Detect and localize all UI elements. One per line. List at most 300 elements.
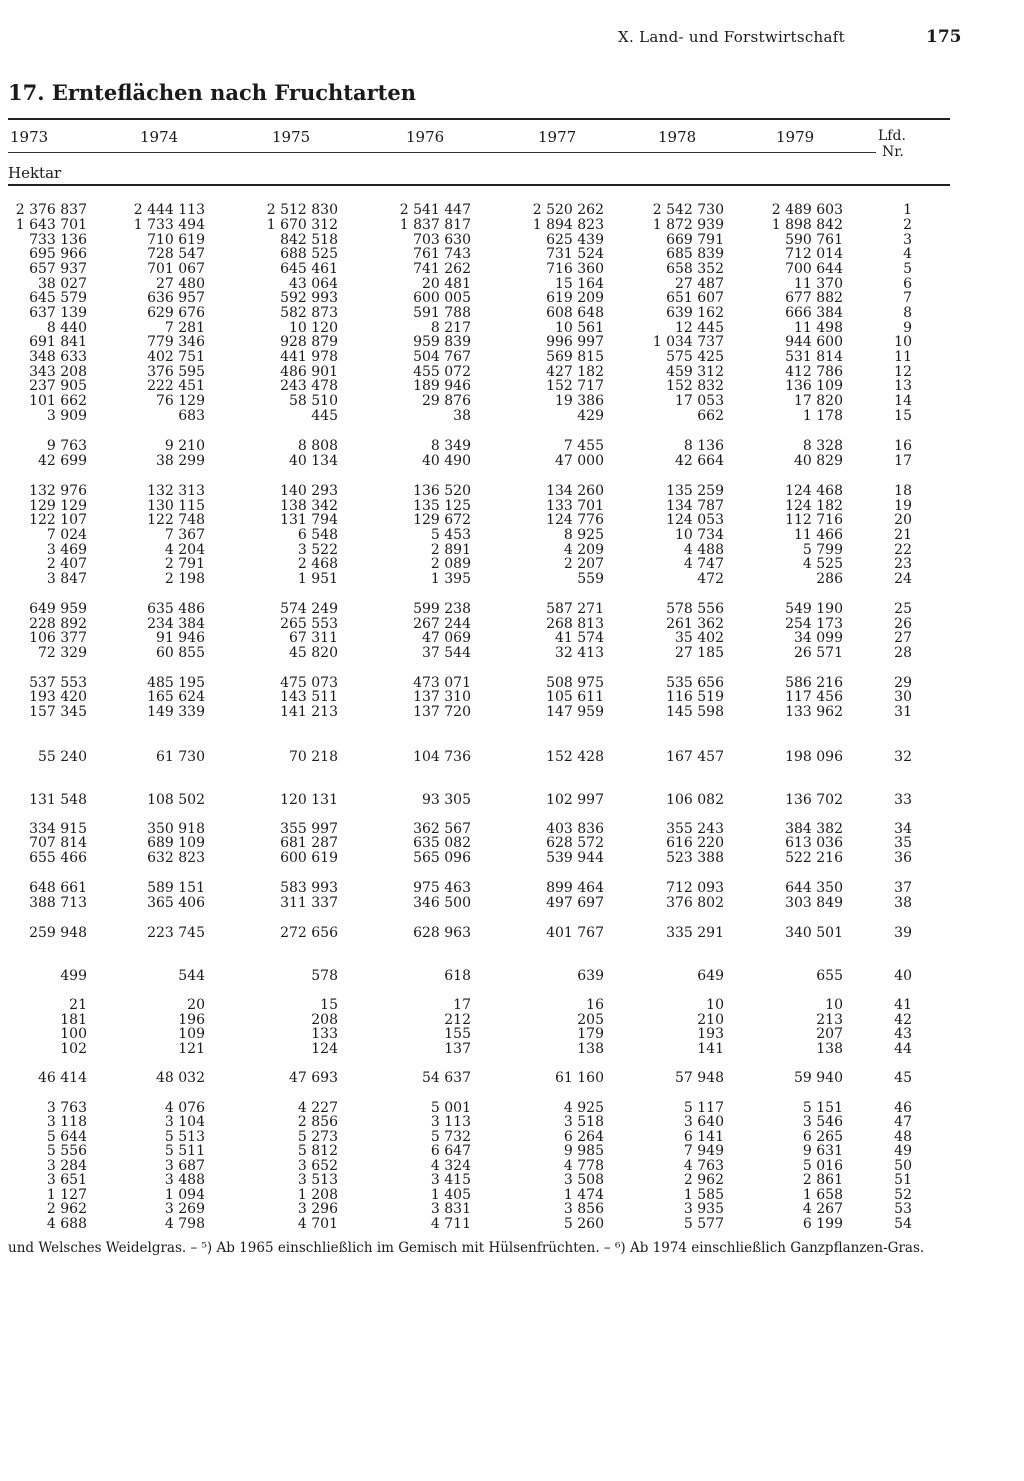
- table-cell: 105 611: [546, 689, 604, 705]
- table-cell: 133: [311, 1026, 338, 1042]
- table-cell: 132 313: [147, 483, 205, 499]
- table-cell: 761 743: [413, 246, 471, 262]
- year-header-1974: 1974: [140, 128, 179, 146]
- table-cell: 2 541 447: [399, 202, 471, 218]
- table-cell: 43 064: [289, 276, 338, 292]
- table-cell: 586 216: [785, 675, 843, 691]
- row-number: 42: [894, 1012, 912, 1028]
- table-cell: 2 791: [164, 556, 205, 572]
- table-cell: 731 524: [546, 246, 604, 262]
- table-cell: 101 662: [29, 393, 87, 409]
- table-cell: 3 935: [683, 1201, 724, 1217]
- table-cell: 649 959: [29, 601, 87, 617]
- table-cell: 303 849: [785, 895, 843, 911]
- table-cell: 41 574: [555, 630, 604, 646]
- table-cell: 17: [453, 997, 471, 1013]
- table-cell: 1 178: [802, 408, 843, 424]
- table-cell: 569 815: [546, 349, 604, 365]
- table-cell: 535 656: [666, 675, 724, 691]
- table-cell: 2 198: [164, 571, 205, 587]
- table-cell: 137 720: [413, 704, 471, 720]
- table-cell: 254 173: [785, 616, 843, 632]
- row-number: 24: [894, 571, 912, 587]
- table-cell: 712 093: [666, 880, 724, 896]
- table-cell: 3 546: [802, 1114, 843, 1130]
- table-cell: 7 455: [563, 438, 604, 454]
- table-cell: 108 502: [147, 792, 205, 808]
- table-cell: 8 440: [46, 320, 87, 336]
- table-cell: 10 734: [675, 527, 724, 543]
- table-cell: 683: [178, 408, 205, 424]
- table-cell: 8 925: [563, 527, 604, 543]
- lfd-label: Lfd.: [878, 128, 906, 144]
- table-cell: 4 925: [563, 1100, 604, 1116]
- table-cell: 355 997: [280, 821, 338, 837]
- table-cell: 208: [311, 1012, 338, 1028]
- year-header-1978: 1978: [658, 128, 697, 146]
- table-cell: 3 488: [164, 1172, 205, 1188]
- table-cell: 691 841: [29, 334, 87, 350]
- table-cell: 1 094: [164, 1187, 205, 1203]
- table-cell: 475 073: [280, 675, 338, 691]
- table-cell: 616 220: [666, 835, 724, 851]
- table-cell: 340 501: [785, 925, 843, 941]
- table-cell: 335 291: [666, 925, 724, 941]
- table-cell: 124 053: [666, 512, 724, 528]
- table-cell: 537 553: [29, 675, 87, 691]
- table-cell: 497 697: [546, 895, 604, 911]
- table-cell: 9 985: [563, 1143, 604, 1159]
- table-cell: 9 631: [802, 1143, 843, 1159]
- table-cell: 5 799: [802, 542, 843, 558]
- table-cell: 27 185: [675, 645, 724, 661]
- table-cell: 8 328: [802, 438, 843, 454]
- table-cell: 7 281: [164, 320, 205, 336]
- table-cell: 3 118: [46, 1114, 87, 1130]
- row-number: 47: [894, 1114, 912, 1130]
- table-cell: 779 346: [147, 334, 205, 350]
- table-cell: 1 643 701: [15, 217, 87, 233]
- table-cell: 155: [444, 1026, 471, 1042]
- table-cell: 134 260: [546, 483, 604, 499]
- table-cell: 1 872 939: [652, 217, 724, 233]
- table-cell: 152 428: [546, 749, 604, 765]
- table-cell: 3 687: [164, 1158, 205, 1174]
- row-number: 8: [903, 305, 912, 321]
- table-cell: 6 141: [683, 1129, 724, 1145]
- table-cell: 5 513: [164, 1129, 205, 1145]
- table-cell: 628 572: [546, 835, 604, 851]
- table-cell: 669 791: [666, 232, 724, 248]
- table-cell: 644 350: [785, 880, 843, 896]
- table-cell: 131 794: [280, 512, 338, 528]
- table-cell: 508 975: [546, 675, 604, 691]
- table-cell: 12 445: [675, 320, 724, 336]
- table-cell: 649: [697, 968, 724, 984]
- table-cell: 412 786: [785, 364, 843, 380]
- table-cell: 376 595: [147, 364, 205, 380]
- table-cell: 138 342: [280, 498, 338, 514]
- table-cell: 472: [697, 571, 724, 587]
- table-cell: 1 395: [430, 571, 471, 587]
- table-cell: 7 367: [164, 527, 205, 543]
- table-cell: 213: [816, 1012, 843, 1028]
- table-cell: 587 271: [546, 601, 604, 617]
- table-cell: 54 637: [422, 1070, 471, 1086]
- table-cell: 485 195: [147, 675, 205, 691]
- table-cell: 133 701: [546, 498, 604, 514]
- table-cell: 455 072: [413, 364, 471, 380]
- table-cell: 1 658: [802, 1187, 843, 1203]
- table-cell: 504 767: [413, 349, 471, 365]
- table-cell: 523 388: [666, 850, 724, 866]
- table-cell: 124 182: [785, 498, 843, 514]
- table-cell: 19 386: [555, 393, 604, 409]
- row-number: 54: [894, 1216, 912, 1232]
- table-cell: 6 265: [802, 1129, 843, 1145]
- table-cell: 136 702: [785, 792, 843, 808]
- table-cell: 157 345: [29, 704, 87, 720]
- table-cell: 1 951: [297, 571, 338, 587]
- table-cell: 268 813: [546, 616, 604, 632]
- row-number: 40: [894, 968, 912, 984]
- row-number: 46: [894, 1100, 912, 1116]
- table-cell: 618: [444, 968, 471, 984]
- table-cell: 212: [444, 1012, 471, 1028]
- table-cell: 112 716: [785, 512, 843, 528]
- table-cell: 4 204: [164, 542, 205, 558]
- table-cell: 243 478: [280, 378, 338, 394]
- table-cell: 4 701: [297, 1216, 338, 1232]
- table-cell: 707 814: [29, 835, 87, 851]
- table-cell: 8 136: [683, 438, 724, 454]
- row-number: 43: [894, 1026, 912, 1042]
- table-cell: 635 486: [147, 601, 205, 617]
- table-cell: 3 522: [297, 542, 338, 558]
- nr-label: Nr.: [882, 144, 904, 160]
- table-cell: 655: [816, 968, 843, 984]
- table-cell: 145 598: [666, 704, 724, 720]
- table-cell: 2 089: [430, 556, 471, 572]
- table-cell: 124 776: [546, 512, 604, 528]
- row-number: 19: [894, 498, 912, 514]
- table-cell: 138: [816, 1041, 843, 1057]
- row-number: 9: [903, 320, 912, 336]
- row-number: 1: [903, 202, 912, 218]
- table-cell: 122 748: [147, 512, 205, 528]
- table-cell: 1 898 842: [771, 217, 843, 233]
- table-cell: 11 498: [794, 320, 843, 336]
- table-cell: 4 688: [46, 1216, 87, 1232]
- table-cell: 10 561: [555, 320, 604, 336]
- table-cell: 222 451: [147, 378, 205, 394]
- table-cell: 259 948: [29, 925, 87, 941]
- table-cell: 388 713: [29, 895, 87, 911]
- table-cell: 975 463: [413, 880, 471, 896]
- table-cell: 223 745: [147, 925, 205, 941]
- table-cell: 55 240: [38, 749, 87, 765]
- table-cell: 17 053: [675, 393, 724, 409]
- table-cell: 131 548: [29, 792, 87, 808]
- table-cell: 427 182: [546, 364, 604, 380]
- table-cell: 120 131: [280, 792, 338, 808]
- table-cell: 11 466: [794, 527, 843, 543]
- table-cell: 143 511: [280, 689, 338, 705]
- table-cell: 70 218: [289, 749, 338, 765]
- table-cell: 666 384: [785, 305, 843, 321]
- row-number: 52: [894, 1187, 912, 1203]
- table-cell: 193 420: [29, 689, 87, 705]
- table-cell: 122 107: [29, 512, 87, 528]
- table-cell: 384 382: [785, 821, 843, 837]
- table-cell: 3 831: [430, 1201, 471, 1217]
- row-number: 20: [894, 512, 912, 528]
- table-cell: 350 918: [147, 821, 205, 837]
- table-cell: 445: [311, 408, 338, 424]
- table-cell: 130 115: [147, 498, 205, 514]
- table-cell: 152 717: [546, 378, 604, 394]
- table-cell: 3 469: [46, 542, 87, 558]
- year-header-1975: 1975: [272, 128, 311, 146]
- unit-label: Hektar: [8, 164, 62, 182]
- row-number: 28: [894, 645, 912, 661]
- table-cell: 648 661: [29, 880, 87, 896]
- table-cell: 46 414: [38, 1070, 87, 1086]
- table-cell: 2 962: [46, 1201, 87, 1217]
- row-number: 29: [894, 675, 912, 691]
- table-cell: 4 798: [164, 1216, 205, 1232]
- table-cell: 589 151: [147, 880, 205, 896]
- table-cell: 473 071: [413, 675, 471, 691]
- table-cell: 20 481: [422, 276, 471, 292]
- table-cell: 237 905: [29, 378, 87, 394]
- table-cell: 565 096: [413, 850, 471, 866]
- table-cell: 137: [444, 1041, 471, 1057]
- rule-top: [8, 118, 950, 120]
- table-cell: 210: [697, 1012, 724, 1028]
- table-cell: 4 227: [297, 1100, 338, 1116]
- table-cell: 348 633: [29, 349, 87, 365]
- table-cell: 582 873: [280, 305, 338, 321]
- table-cell: 1 405: [430, 1187, 471, 1203]
- table-cell: 2 376 837: [15, 202, 87, 218]
- table-cell: 1 670 312: [266, 217, 338, 233]
- table-cell: 3 284: [46, 1158, 87, 1174]
- table-cell: 2 468: [297, 556, 338, 572]
- table-cell: 106 377: [29, 630, 87, 646]
- table-cell: 138: [577, 1041, 604, 1057]
- table-cell: 3 269: [164, 1201, 205, 1217]
- table-cell: 590 761: [785, 232, 843, 248]
- row-number: 12: [894, 364, 912, 380]
- table-cell: 625 439: [546, 232, 604, 248]
- table-cell: 4 324: [430, 1158, 471, 1174]
- table-cell: 658 352: [666, 261, 724, 277]
- table-cell: 27 480: [156, 276, 205, 292]
- table-cell: 403 836: [546, 821, 604, 837]
- table-cell: 1 585: [683, 1187, 724, 1203]
- row-number: 37: [894, 880, 912, 896]
- table-cell: 40 134: [289, 453, 338, 469]
- table-cell: 311 337: [280, 895, 338, 911]
- table-cell: 3 652: [297, 1158, 338, 1174]
- table-cell: 959 839: [413, 334, 471, 350]
- table-cell: 5 016: [802, 1158, 843, 1174]
- table-cell: 645 461: [280, 261, 338, 277]
- table-cell: 632 823: [147, 850, 205, 866]
- table-cell: 3 651: [46, 1172, 87, 1188]
- table-cell: 712 014: [785, 246, 843, 262]
- table-cell: 5 117: [683, 1100, 724, 1116]
- rule-bottom: [8, 184, 950, 186]
- row-number: 17: [894, 453, 912, 469]
- row-number: 23: [894, 556, 912, 572]
- table-cell: 2 856: [297, 1114, 338, 1130]
- row-number: 3: [903, 232, 912, 248]
- row-number: 41: [894, 997, 912, 1013]
- table-cell: 628 963: [413, 925, 471, 941]
- table-cell: 167 457: [666, 749, 724, 765]
- table-cell: 4 711: [430, 1216, 471, 1232]
- table-cell: 234 384: [147, 616, 205, 632]
- table-cell: 733 136: [29, 232, 87, 248]
- table-cell: 600 619: [280, 850, 338, 866]
- table-cell: 657 937: [29, 261, 87, 277]
- table-cell: 1 208: [297, 1187, 338, 1203]
- row-number: 34: [894, 821, 912, 837]
- table-cell: 134 787: [666, 498, 724, 514]
- table-cell: 688 525: [280, 246, 338, 262]
- table-cell: 362 567: [413, 821, 471, 837]
- table-cell: 5 273: [297, 1129, 338, 1145]
- table-cell: 741 262: [413, 261, 471, 277]
- table-cell: 651 607: [666, 290, 724, 306]
- table-cell: 645 579: [29, 290, 87, 306]
- row-number: 51: [894, 1172, 912, 1188]
- row-number: 32: [894, 749, 912, 765]
- table-cell: 716 360: [546, 261, 604, 277]
- table-cell: 124: [311, 1041, 338, 1057]
- table-cell: 499: [60, 968, 87, 984]
- table-cell: 104 736: [413, 749, 471, 765]
- table-cell: 5 644: [46, 1129, 87, 1145]
- table-cell: 1 733 494: [133, 217, 205, 233]
- table-cell: 928 879: [280, 334, 338, 350]
- table-cell: 703 630: [413, 232, 471, 248]
- table-title: 17. Ernteflächen nach Fruchtarten: [8, 80, 416, 105]
- table-cell: 4 209: [563, 542, 604, 558]
- table-cell: 3 513: [297, 1172, 338, 1188]
- row-number: 30: [894, 689, 912, 705]
- table-cell: 60 855: [156, 645, 205, 661]
- table-cell: 76 129: [156, 393, 205, 409]
- table-cell: 655 466: [29, 850, 87, 866]
- table-cell: 11 370: [794, 276, 843, 292]
- table-cell: 583 993: [280, 880, 338, 896]
- row-number: 25: [894, 601, 912, 617]
- table-cell: 4 747: [683, 556, 724, 572]
- table-cell: 193: [697, 1026, 724, 1042]
- table-cell: 3 104: [164, 1114, 205, 1130]
- table-cell: 27 487: [675, 276, 724, 292]
- table-cell: 38 299: [156, 453, 205, 469]
- table-cell: 17 820: [794, 393, 843, 409]
- lfd-nr-header: [878, 128, 906, 160]
- table-cell: 121: [178, 1041, 205, 1057]
- table-cell: 429: [577, 408, 604, 424]
- table-cell: 10: [706, 997, 724, 1013]
- table-cell: 9 210: [164, 438, 205, 454]
- table-cell: 93 305: [422, 792, 471, 808]
- table-cell: 695 966: [29, 246, 87, 262]
- table-cell: 47 000: [555, 453, 604, 469]
- table-cell: 129 672: [413, 512, 471, 528]
- table-cell: 4 778: [563, 1158, 604, 1174]
- table-cell: 37 544: [422, 645, 471, 661]
- table-cell: 343 208: [29, 364, 87, 380]
- year-header-1976: 1976: [406, 128, 445, 146]
- table-cell: 61 730: [156, 749, 205, 765]
- table-cell: 3 508: [563, 1172, 604, 1188]
- table-cell: 355 243: [666, 821, 724, 837]
- table-cell: 365 406: [147, 895, 205, 911]
- table-cell: 42 699: [38, 453, 87, 469]
- row-number: 5: [903, 261, 912, 277]
- table-cell: 135 125: [413, 498, 471, 514]
- table-cell: 996 997: [546, 334, 604, 350]
- table-cell: 10: [825, 997, 843, 1013]
- table-cell: 639 162: [666, 305, 724, 321]
- table-cell: 35 402: [675, 630, 724, 646]
- rule-mid: [8, 152, 876, 153]
- year-header-1979: 1979: [776, 128, 815, 146]
- table-cell: 6 199: [802, 1216, 843, 1232]
- table-cell: 124 468: [785, 483, 843, 499]
- table-cell: 578 556: [666, 601, 724, 617]
- row-number: 48: [894, 1129, 912, 1145]
- table-cell: 147 959: [546, 704, 604, 720]
- table-cell: 5 260: [563, 1216, 604, 1232]
- table-cell: 109: [178, 1026, 205, 1042]
- year-header-1973: 1973: [10, 128, 49, 146]
- table-cell: 286: [816, 571, 843, 587]
- table-cell: 4 488: [683, 542, 724, 558]
- table-cell: 198 096: [785, 749, 843, 765]
- table-cell: 42 664: [675, 453, 724, 469]
- table-cell: 5 556: [46, 1143, 87, 1159]
- table-cell: 3 113: [430, 1114, 471, 1130]
- table-cell: 441 978: [280, 349, 338, 365]
- table-cell: 181: [60, 1012, 87, 1028]
- table-cell: 677 882: [785, 290, 843, 306]
- table-cell: 141 213: [280, 704, 338, 720]
- table-cell: 205: [577, 1012, 604, 1028]
- table-cell: 102 997: [546, 792, 604, 808]
- table-cell: 613 036: [785, 835, 843, 851]
- table-cell: 136 109: [785, 378, 843, 394]
- table-cell: 681 287: [280, 835, 338, 851]
- table-cell: 629 676: [147, 305, 205, 321]
- table-cell: 67 311: [289, 630, 338, 646]
- table-cell: 701 067: [147, 261, 205, 277]
- row-number: 44: [894, 1041, 912, 1057]
- table-cell: 662: [697, 408, 724, 424]
- table-cell: 486 901: [280, 364, 338, 380]
- footnote: und Welsches Weidelgras. – ⁵) Ab 1965 einschließlich im Gemisch mit Hülsenfrüchten. – ⁶) Ab 1974 einschließlich Ganzpflanzen-Gras.: [8, 1240, 925, 1256]
- row-number: 39: [894, 925, 912, 941]
- table-cell: 459 312: [666, 364, 724, 380]
- table-cell: 189 946: [413, 378, 471, 394]
